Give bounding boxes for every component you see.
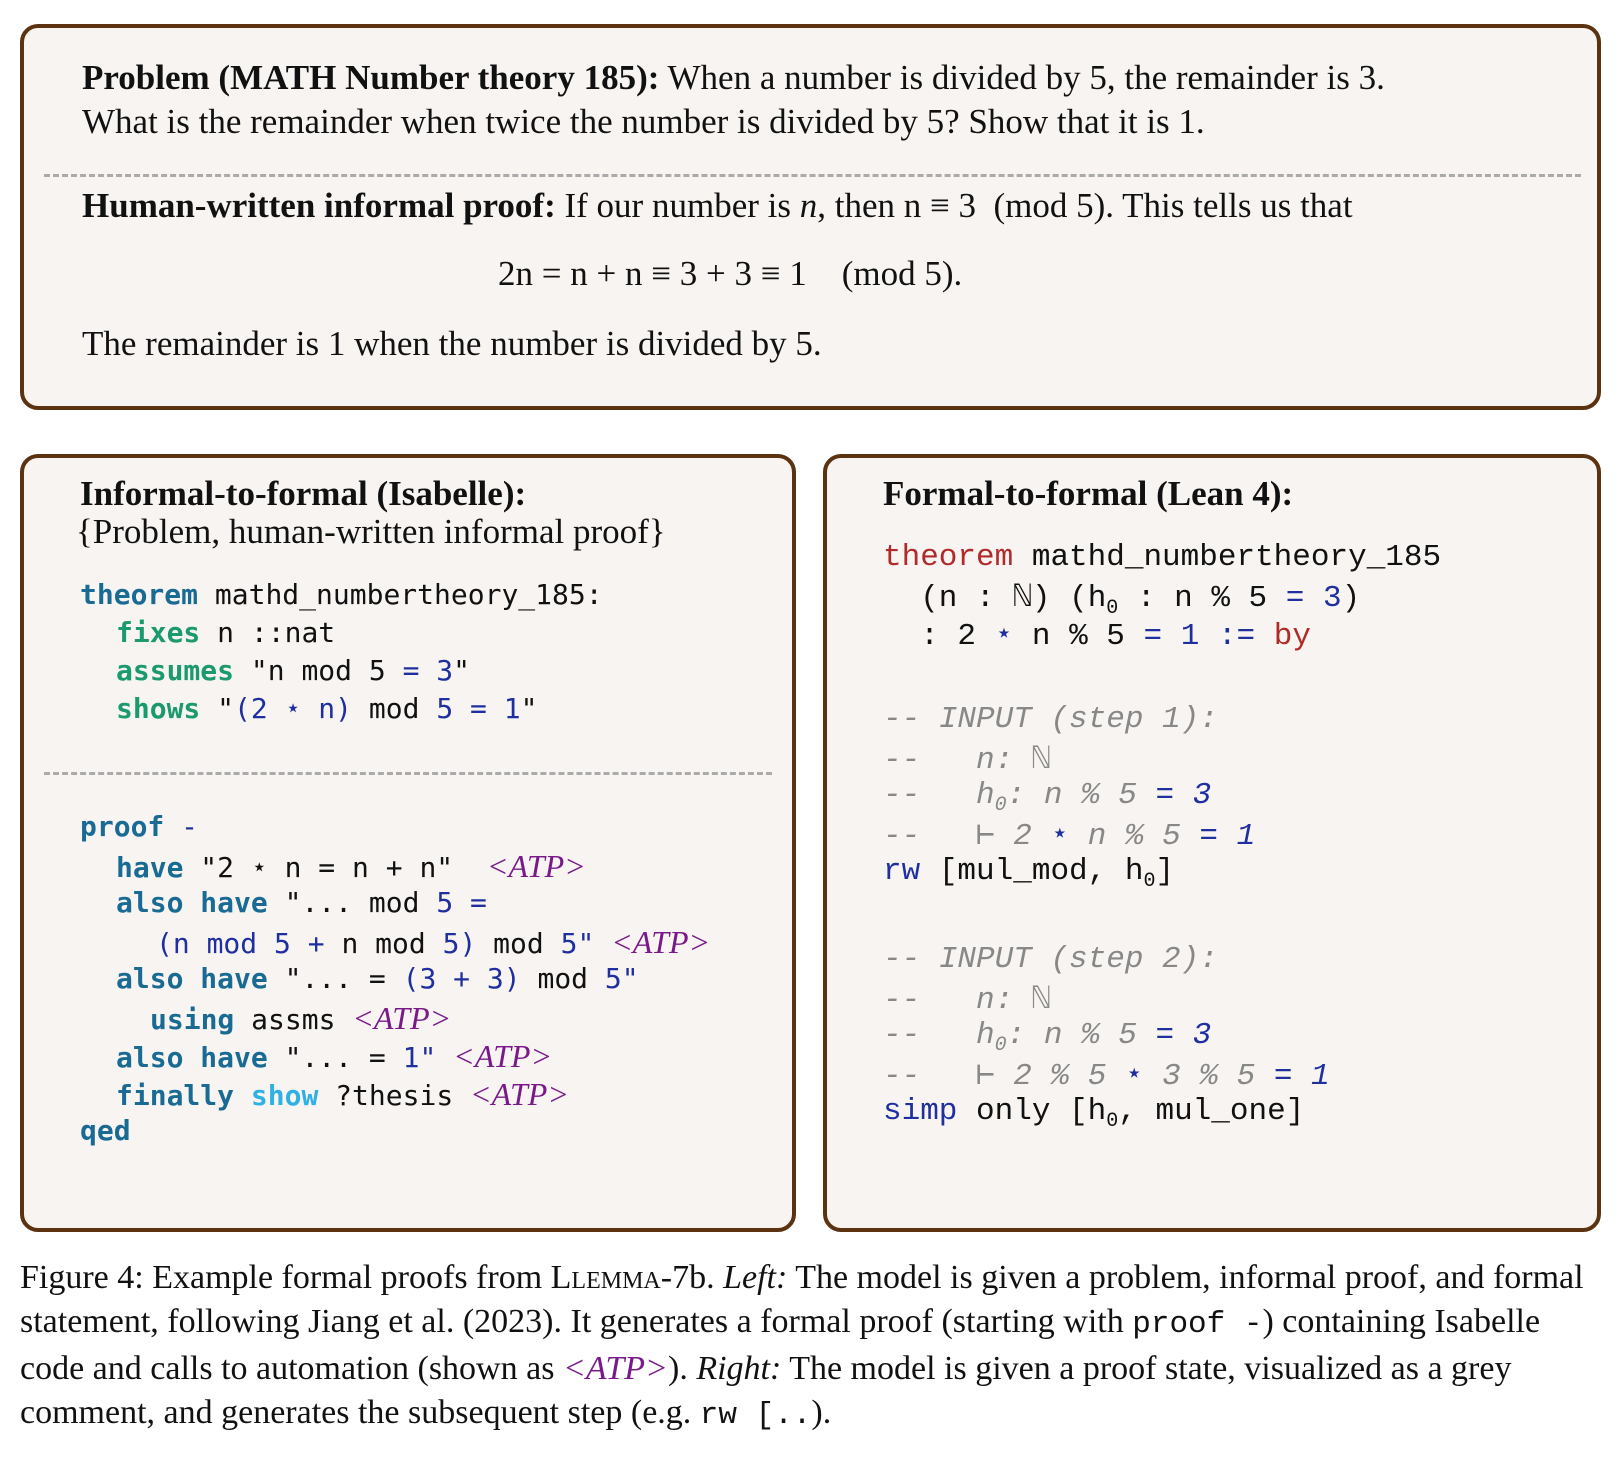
- tactic-simp: simp: [883, 1094, 958, 1129]
- comment-goal-a: -- ⊢ 2: [883, 819, 1051, 854]
- lean-line3-a: : 2: [883, 619, 995, 654]
- problem-line-1: [82, 58, 1385, 98]
- caption-end-text: ).: [811, 1394, 832, 1431]
- problem-line-2: What is the remainder when twice the number is divided by 5? Show that it is 1.: [82, 102, 1205, 141]
- lean-rw-line: [883, 854, 1174, 893]
- comment-goal-a: -- ⊢ 2 % 5: [883, 1059, 1125, 1094]
- lean-panel: [823, 454, 1601, 1232]
- informal-proof-text-b: , then: [817, 186, 904, 225]
- lean-line2-b: : n % 5: [1118, 581, 1286, 616]
- problem-text-1: When a number is divided by 5, the remainder is 3.: [659, 58, 1385, 97]
- keyword-theorem: theorem: [883, 540, 1014, 575]
- keyword-proof: proof: [80, 810, 165, 843]
- keyword-have: have: [200, 886, 268, 919]
- isabelle-panel: [20, 454, 796, 1232]
- caption-left-text: The model is given a problem, informal proof, and formal statement, following Jiang et al. (2023). It generates a formal proof (starting with: [20, 1259, 1584, 1340]
- lean-hypothesis-line: [883, 578, 1360, 620]
- star-operator: ⋆: [1124, 1059, 1144, 1094]
- subscript-zero: 0: [1106, 1110, 1119, 1134]
- isabelle-theorem-line: [80, 578, 603, 611]
- rw-args-a: [mul_mod, h: [920, 854, 1144, 889]
- lean-comment-step2-h: [883, 1018, 1211, 1057]
- comment-h-c: = 3: [1155, 778, 1212, 813]
- informal-proof-conclusion: The remainder is 1 when the number is divided by 5.: [82, 324, 822, 363]
- lean-line3-b: n % 5: [1013, 619, 1144, 654]
- keyword-shows: shows: [116, 692, 201, 725]
- keyword-theorem: theorem: [80, 578, 199, 611]
- lean-comment-step2-head: -- INPUT (step 2):: [883, 942, 1218, 977]
- comment-goal-c: = 1: [1199, 819, 1256, 854]
- caption-model-suffix: -7b.: [660, 1259, 724, 1296]
- keyword-also: also: [116, 886, 184, 919]
- caption-rw-code: rw [..: [699, 1398, 812, 1433]
- comment-h-a: -- h: [883, 778, 995, 813]
- isabelle-assumes-line: [116, 654, 470, 687]
- isabelle-using-line: [150, 1000, 451, 1037]
- problem-label: Problem (MATH Number theory 185):: [82, 58, 660, 97]
- isabelle-fixes-line: [116, 616, 335, 649]
- theorem-name: mathd_numbertheory_185: [1013, 540, 1442, 575]
- atp-tag: <ATP>: [352, 1000, 452, 1036]
- lean-theorem-line: [883, 540, 1441, 575]
- lean-comment-step1-goal: [883, 816, 1255, 854]
- isabelle-subtitle: {Problem, human-written informal proof}: [76, 512, 666, 551]
- informal-proof-equation: 2n = n + n ≡ 3 + 3 ≡ 1 (mod 5).: [498, 254, 963, 293]
- keyword-also: also: [116, 1041, 184, 1074]
- comment-goal-c: = 1: [1273, 1059, 1330, 1094]
- simp-args-b: , mul_one]: [1118, 1094, 1305, 1129]
- isabelle-finally-line: [116, 1076, 569, 1113]
- star-operator: ⋆: [994, 619, 1014, 654]
- isabelle-also-line-2: [116, 962, 639, 995]
- lean-line2-a: (n : ℕ) (h: [883, 581, 1107, 616]
- also1-cont-f: 5": [560, 927, 612, 960]
- shows-text-b: (2 ⋆ n): [234, 692, 353, 725]
- also1-cont-e: mod: [476, 927, 561, 960]
- informal-proof-var: n: [799, 186, 818, 225]
- also2-text-c: mod: [520, 962, 605, 995]
- star-operator: ⋆: [1050, 819, 1070, 854]
- comment-h-a: -- h: [883, 1018, 995, 1053]
- keyword-finally: finally: [116, 1079, 235, 1112]
- isabelle-also-line-1-cont: [156, 924, 710, 961]
- comment-goal-b: n % 5: [1069, 819, 1200, 854]
- informal-proof-congruence: n ≡ 3 (mod 5): [903, 186, 1106, 225]
- shows-text-c: mod: [352, 692, 437, 725]
- assumes-text-c: ": [453, 654, 471, 687]
- isabelle-proof-line: [80, 810, 198, 843]
- isabelle-shows-line: [116, 692, 537, 725]
- atp-tag: <ATP>: [611, 924, 711, 960]
- proof-dash: -: [164, 810, 199, 843]
- isabelle-have-line: [116, 848, 586, 885]
- also1-cont-c: n mod: [341, 927, 443, 960]
- lean-goal-line: [883, 616, 1311, 654]
- assumes-text-b: = 3: [402, 654, 454, 687]
- lean-comment-step2-n: -- n: ℕ: [883, 983, 1051, 1018]
- isabelle-divider: [44, 772, 772, 775]
- figure-caption: [20, 1256, 1605, 1438]
- isabelle-also-line-1: [116, 886, 487, 919]
- also2-text-a: "... =: [267, 962, 403, 995]
- caption-atp: <ATP>: [562, 1350, 668, 1387]
- also2-text-d: 5": [604, 962, 639, 995]
- panel-divider: [44, 174, 1581, 177]
- caption-mid-text2: ).: [668, 1350, 697, 1387]
- subscript-zero: 0: [1106, 597, 1119, 621]
- comment-h-b: : n % 5: [1006, 1018, 1156, 1053]
- lean-line2-d: ): [1341, 581, 1361, 616]
- caption-proof-code: proof -: [1132, 1307, 1263, 1342]
- caption-right-label: Right:: [696, 1350, 782, 1387]
- atp-tag: <ATP>: [453, 1038, 553, 1074]
- caption-mid-text: ) containing Isabelle code and calls to automation (shown as: [20, 1303, 1541, 1387]
- caption-right-text: The model is given a proof state, visualized as a grey comment, and generates the subsequent step (e.g.: [20, 1350, 1512, 1431]
- subscript-zero: 0: [1143, 870, 1156, 894]
- also3-text-a: "... =: [267, 1041, 403, 1074]
- shows-text-e: ": [520, 692, 538, 725]
- also1-cont-d: 5): [442, 927, 477, 960]
- assumes-text-a: "n mod 5: [234, 654, 403, 687]
- informal-proof-label: Human-written informal proof:: [82, 186, 556, 225]
- keyword-assumes: assumes: [116, 654, 235, 687]
- tactic-rw: rw: [883, 854, 921, 889]
- lean-line3-c: = 1 :=: [1143, 619, 1256, 654]
- subscript-zero: 0: [994, 794, 1007, 818]
- atp-tag: <ATP>: [486, 848, 586, 884]
- keyword-by: by: [1255, 619, 1311, 654]
- also1-cont-a: (n mod: [156, 927, 275, 960]
- also1-text-b: 5 =: [436, 886, 487, 919]
- atp-tag: <ATP>: [470, 1076, 569, 1112]
- also1-cont-b: 5 +: [274, 927, 342, 960]
- keyword-qed: qed: [80, 1114, 131, 1147]
- finally-text: ?thesis: [318, 1079, 471, 1112]
- rw-args-b: ]: [1155, 854, 1175, 889]
- comment-goal-b: 3 % 5: [1143, 1059, 1274, 1094]
- lean-simp-line: [883, 1094, 1304, 1133]
- keyword-have: have: [200, 962, 268, 995]
- subscript-zero: 0: [994, 1034, 1007, 1058]
- keyword-using: using: [150, 1003, 235, 1036]
- caption-fig: Figure 4: Example formal proofs from: [20, 1259, 551, 1296]
- caption-model-name: Llemma: [550, 1259, 661, 1296]
- theorem-name: mathd_numbertheory_185:: [198, 578, 603, 611]
- keyword-have: have: [200, 1041, 268, 1074]
- lean-title: Formal-to-formal (Lean 4):: [883, 474, 1294, 513]
- simp-args-a: only [h: [957, 1094, 1107, 1129]
- isabelle-also-line-3: [116, 1038, 552, 1075]
- comment-h-c: = 3: [1155, 1018, 1212, 1053]
- comment-h-b: : n % 5: [1006, 778, 1156, 813]
- have-text: "2 ⋆ n = n + n": [183, 851, 487, 884]
- also3-text-b: 1": [402, 1041, 454, 1074]
- using-text: assms: [234, 1003, 353, 1036]
- lean-comment-step1-h: [883, 778, 1211, 817]
- caption-left-label: Left:: [723, 1259, 788, 1296]
- shows-text-a: ": [200, 692, 235, 725]
- also1-text-a: "... mod: [267, 886, 437, 919]
- isabelle-qed-line: [80, 1114, 131, 1147]
- informal-proof-text-c: . This tells us that: [1105, 186, 1353, 225]
- keyword-show: show: [250, 1079, 319, 1112]
- informal-proof-text-a: If our number is: [555, 186, 800, 225]
- lean-line2-c: = 3: [1285, 581, 1342, 616]
- informal-proof-line-1: [82, 186, 1353, 226]
- isabelle-title: Informal-to-formal (Isabelle):: [80, 474, 527, 513]
- keyword-fixes: fixes: [116, 616, 201, 649]
- keyword-have: have: [116, 851, 184, 884]
- keyword-also: also: [116, 962, 184, 995]
- lean-comment-step1-n: -- n: ℕ: [883, 743, 1051, 778]
- also2-text-b: (3 + 3): [402, 962, 521, 995]
- fixes-text: n ::nat: [200, 616, 336, 649]
- problem-panel: [20, 24, 1601, 410]
- lean-comment-step2-goal: [883, 1056, 1330, 1094]
- shows-text-d: 5 = 1: [436, 692, 521, 725]
- lean-comment-step1-head: -- INPUT (step 1):: [883, 702, 1218, 737]
